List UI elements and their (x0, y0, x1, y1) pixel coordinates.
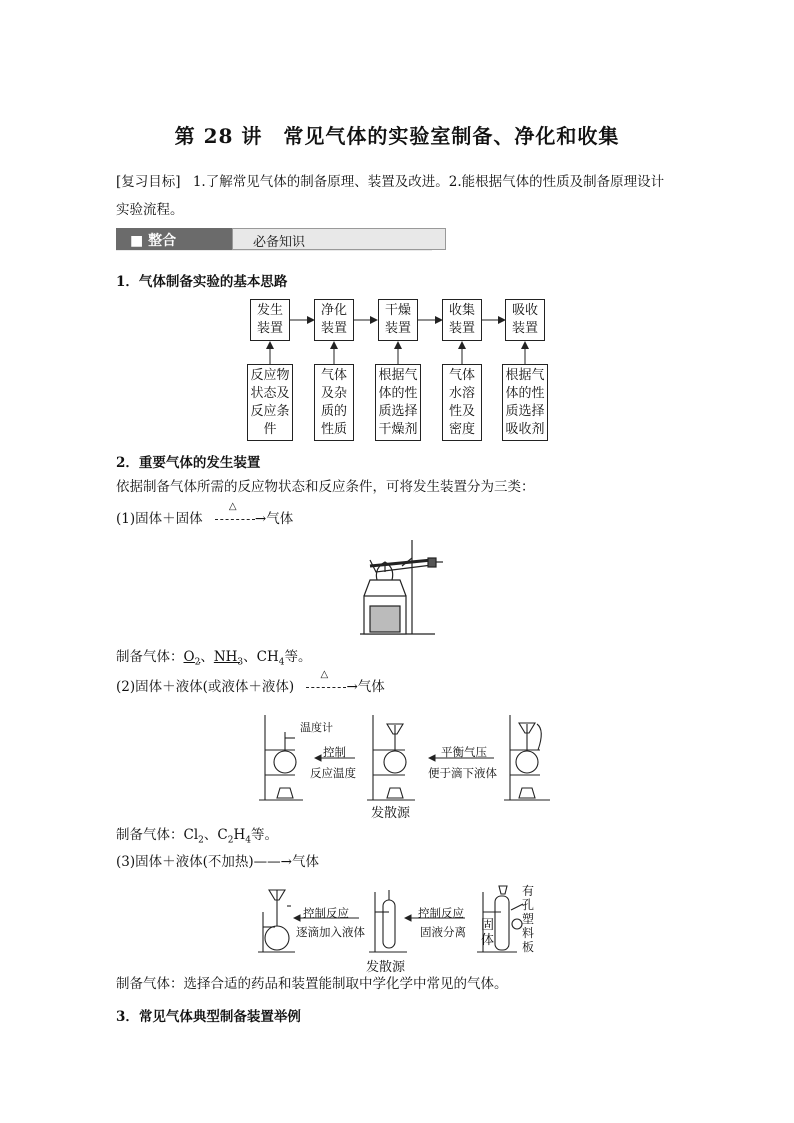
solid-liquid-noheat-apparatus (255, 882, 555, 958)
section3-heading: 3．常见气体典型制备装置举例 (116, 1009, 301, 1025)
type3-gases: 制备气体：选择合适的药品和装置能制取中学化学中常见的气体。 (116, 976, 508, 992)
type1-label: (1)固体＋固体 (116, 511, 203, 527)
perforated-plate-label: 有 孔 塑 料 板 (522, 884, 535, 954)
type3-right-arrow-top: 控制反应 (418, 906, 464, 920)
type3-equation (116, 851, 319, 873)
type2-right-arrow-bottom: 便于滴下液体 (428, 766, 497, 780)
gas-o2: $O_2$ (183, 649, 201, 668)
flow-box-generate: 发生 装置 (250, 299, 290, 341)
flow-box-collect: 收集 装置 (442, 299, 482, 341)
type2-source-label: 发散源 (371, 806, 411, 821)
basis-box-1: 反应物 状态及 反应条 件 (247, 364, 293, 441)
page-title: 第 28 讲 常见气体的实验室制备、净化和收集 (174, 124, 620, 148)
section2-intro: 依据制备气体所需的反应物状态和反应条件，可将发生装置分为三类： (116, 479, 535, 495)
type3-label: (3)固体＋液体(不加热) (116, 854, 254, 870)
type1-product: →气体 (254, 511, 294, 527)
flow-box-dry: 干燥 装置 (378, 299, 418, 341)
type2-left-arrow-top: 控制 (323, 745, 346, 759)
section-banner (116, 228, 432, 250)
type2-right-arrow-top: 平衡气压 (441, 745, 487, 759)
solid-solid-apparatus (340, 538, 445, 640)
basis-box-3: 根据气 体的性 质选择 干燥剂 (375, 364, 421, 441)
solid-label: 固 体 (481, 918, 495, 948)
basis-box-4: 气体 水溶 性及 密度 (442, 364, 482, 441)
type3-product: ——→气体 (253, 854, 319, 870)
flow-box-purify: 净化 装置 (314, 299, 354, 341)
section2-heading: 2．重要气体的发生装置 (116, 455, 261, 471)
basis-box-5: 根据气 体的性 质选择 吸收剂 (502, 364, 548, 441)
type3-left-arrow-bottom: 逐滴加入液体 (296, 925, 365, 939)
review-goal-line2: 实验流程。 (116, 202, 184, 218)
type2-label: (2)固体＋液体(或液体＋液体) (116, 679, 295, 695)
type3-source-label: 发散源 (366, 960, 406, 975)
type2-equation (116, 669, 385, 698)
basis-box-2: 气体 及杂 质的 性质 (314, 364, 354, 441)
type2-product: →气体 (346, 679, 385, 695)
gas-ch4: $CH_4$ (256, 649, 285, 668)
banner-right-label: 必备知识 (253, 235, 306, 250)
delta-sign: △ (228, 501, 237, 512)
type2-left-arrow-bottom: 反应温度 (310, 766, 356, 780)
thermometer-label: 温度计 (300, 721, 333, 734)
review-goal-line1 (116, 171, 664, 193)
type1-equation (116, 501, 294, 530)
type1-gases: 制备气体：$O_2$、$NH_3$、$CH_4$等。 (116, 649, 312, 668)
review-goal-text: 1.了解常见气体的制备原理、装置及改进。2.能根据气体的性质及制备原理设计 (192, 174, 665, 190)
flow-box-absorb: 吸收 装置 (505, 299, 545, 341)
section1-heading: 1．气体制备实验的基本思路 (116, 274, 288, 290)
type3-right-arrow-bottom: 固液分离 (420, 925, 466, 939)
type2-gases: 制备气体：$Cl_2$、$C_2H_4$等。 (116, 827, 278, 846)
delta-sign: △ (320, 669, 329, 680)
type3-left-arrow-top: 控制反应 (303, 906, 349, 920)
gas-nh3: $NH_3$ (213, 649, 244, 668)
banner-left-label: ■ 整合 (130, 233, 177, 249)
review-goal-tag: [复习目标] (116, 174, 181, 190)
